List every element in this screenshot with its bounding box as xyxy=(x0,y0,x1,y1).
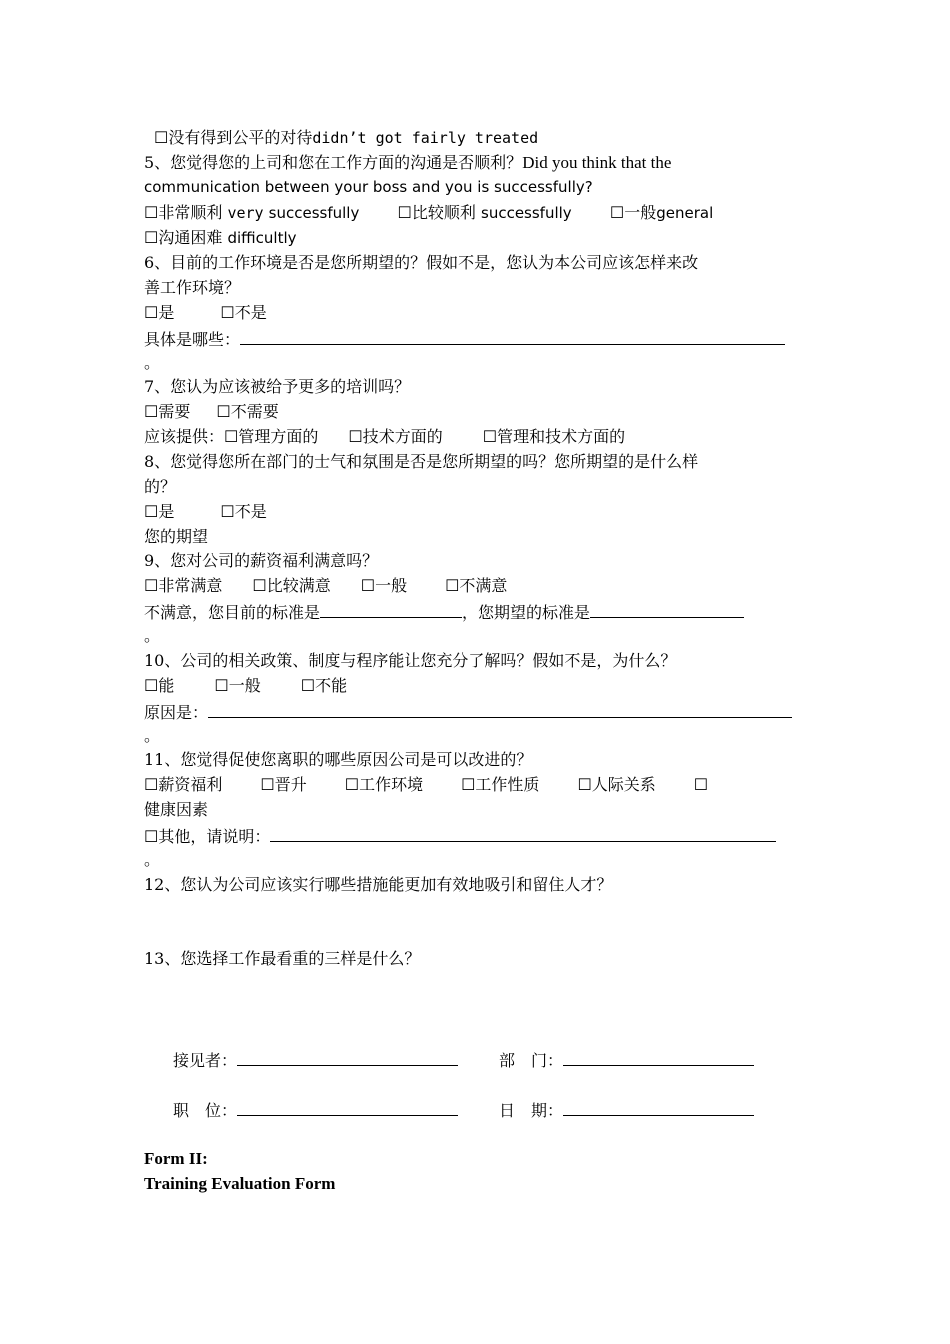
q11-other-field[interactable] xyxy=(270,823,776,842)
department-field[interactable] xyxy=(563,1047,754,1066)
q9-question: 9、您对公司的薪资福利满意吗？ xyxy=(144,551,379,570)
date-field[interactable] xyxy=(563,1097,754,1116)
q10-option-yes[interactable]: ☐能 xyxy=(144,676,175,695)
q7-option-both[interactable]: ☐管理和技术方面的 xyxy=(482,427,626,446)
q7-option-noneed[interactable]: ☐不需要 xyxy=(216,402,279,421)
field-label: 应该提供： xyxy=(144,427,225,446)
field-label: 不满意，您目前的标准是 xyxy=(144,603,321,622)
q6-option-yes[interactable]: ☐是 xyxy=(144,303,175,322)
q11-option-health-checkbox[interactable]: ☐ xyxy=(693,775,709,794)
q5-option-smooth[interactable]: ☐比较顺利 successfully xyxy=(397,203,572,222)
position-label: 职 位： xyxy=(173,1101,238,1120)
period: 。 xyxy=(144,626,161,645)
q6-options xyxy=(144,301,267,325)
q5-options-row-1 xyxy=(144,201,713,225)
q9-option-average[interactable]: ☐一般 xyxy=(360,576,408,595)
q11-option-job-nature[interactable]: ☐工作性质 xyxy=(461,775,540,794)
question-text-en: Did you think that the xyxy=(522,153,672,172)
q9-option-unsatisfied[interactable]: ☐不满意 xyxy=(445,576,508,595)
department-label: 部 门： xyxy=(499,1051,564,1070)
q5-option-difficult[interactable]: ☐沟通困难 difficultly xyxy=(144,228,297,247)
field-label: ，您期望的标准是 xyxy=(462,603,591,622)
q8-question: 8、您觉得您所在部门的士气和氛围是否是您所期望的吗？您所期望的是什么样 xyxy=(144,452,699,471)
q11-options xyxy=(144,773,708,797)
q6-specify-field[interactable] xyxy=(240,326,785,345)
q11-option-health-label: 健康因素 xyxy=(144,800,209,819)
q7-option-technical[interactable]: ☐技术方面的 xyxy=(348,427,443,446)
q10-option-average[interactable]: ☐一般 xyxy=(214,676,261,695)
field-label: 原因是： xyxy=(144,703,209,722)
period: 。 xyxy=(144,353,161,372)
q9-current-standard-field[interactable] xyxy=(320,599,462,618)
q5-option-general[interactable]: ☐一般general xyxy=(609,203,714,222)
interviewer-field[interactable] xyxy=(237,1047,458,1066)
q7-option-need[interactable]: ☐需要 xyxy=(144,402,191,421)
form2-subtitle: Training Evaluation Form xyxy=(144,1174,336,1193)
q7-option-management[interactable]: ☐管理方面的 xyxy=(224,427,319,446)
q6-question: 6、目前的工作环境是否是您所期望的？假如不是，您认为本公司应该怎样来改 xyxy=(144,253,699,272)
q5-question xyxy=(144,151,671,175)
q9-option-very-satisfied[interactable]: ☐非常满意 xyxy=(144,576,223,595)
q7-provide xyxy=(144,425,625,449)
q11-option-other[interactable]: ☐其他，请说明： xyxy=(144,827,271,846)
q11-option-salary[interactable]: ☐薪资福利 xyxy=(144,775,223,794)
checkbox[interactable]: ☐ xyxy=(154,128,169,147)
q9-expected-standard-field[interactable] xyxy=(590,599,744,618)
q5-question-en: communication between your boss and you is successfully? xyxy=(144,178,593,196)
q11-option-relationships[interactable]: ☐人际关系 xyxy=(577,775,656,794)
q11-option-promotion[interactable]: ☐晋升 xyxy=(260,775,307,794)
position-field[interactable] xyxy=(237,1097,458,1116)
field-label: 具体是哪些： xyxy=(144,330,241,349)
q10-question: 10、公司的相关政策、制度与程序能让您充分了解吗？假如不是，为什么？ xyxy=(144,651,677,670)
option-label-en: didn’t got fairly treated xyxy=(312,129,539,147)
date-label: 日 期： xyxy=(499,1101,564,1120)
q6-option-no[interactable]: ☐不是 xyxy=(220,303,267,322)
q11-other xyxy=(144,823,776,847)
q9-standards xyxy=(144,599,744,623)
date-row xyxy=(499,1097,754,1123)
q9-options xyxy=(144,574,507,598)
form2-title: Form II: xyxy=(144,1149,208,1168)
q7-question: 7、您认为应该被给予更多的培训吗？ xyxy=(144,377,411,396)
q6-question-cont: 善工作环境？ xyxy=(144,278,241,297)
q8-option-no[interactable]: ☐不是 xyxy=(220,502,267,521)
q12-question: 12、您认为公司应该实行哪些措施能更加有效地吸引和留住人才？ xyxy=(144,875,613,894)
q5-option-very-smooth[interactable]: ☐非常顺利 very successfully xyxy=(144,203,360,222)
question-text: 5、您觉得您的上司和您在工作方面的沟通是否顺利？ xyxy=(144,153,523,172)
q8-option-yes[interactable]: ☐是 xyxy=(144,502,175,521)
q13-question: 13、您选择工作最看重的三样是什么？ xyxy=(144,949,421,968)
q4-option-unfair xyxy=(154,126,538,150)
q11-option-environment[interactable]: ☐工作环境 xyxy=(344,775,424,794)
q9-option-satisfied[interactable]: ☐比较满意 xyxy=(252,576,331,595)
q10-reason-field[interactable] xyxy=(208,699,792,718)
q8-question-cont: 的？ xyxy=(144,477,177,496)
department-row xyxy=(499,1047,754,1073)
q10-options xyxy=(144,674,347,698)
q11-question: 11、您觉得促使您离职的哪些原因公司是可以改进的？ xyxy=(144,750,533,769)
q10-option-no[interactable]: ☐不能 xyxy=(300,676,348,695)
q7-options xyxy=(144,400,279,424)
q6-specify xyxy=(144,326,785,350)
q8-options xyxy=(144,500,267,524)
interviewer-row xyxy=(173,1047,458,1073)
q8-expect-label: 您的期望 xyxy=(144,527,209,546)
interviewer-label: 接见者： xyxy=(173,1051,238,1070)
period: 。 xyxy=(144,850,161,869)
option-label: 没有得到公平的对待 xyxy=(168,128,313,147)
period: 。 xyxy=(144,726,161,745)
q10-reason xyxy=(144,699,792,723)
position-row xyxy=(173,1097,458,1123)
